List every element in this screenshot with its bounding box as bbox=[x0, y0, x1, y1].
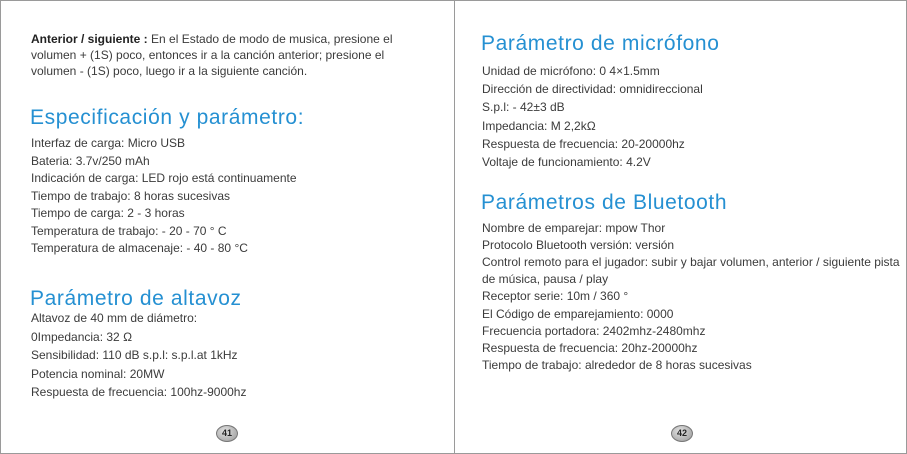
bt-item-remote-control: Control remoto para el jugador: subir y bajar volumen, anterior / siguiente pista de música, pausa / play bbox=[482, 254, 900, 287]
speaker-list bbox=[31, 309, 246, 402]
bluetooth-list bbox=[482, 220, 900, 375]
bt-item-carrier-frequency: Frecuencia portadora: 2402mhz-2480mhz bbox=[482, 323, 706, 338]
page-number-right: 42 bbox=[671, 425, 693, 442]
bt-item-working-time: Tiempo de trabajo: alrededor de 8 horas sucesivas bbox=[482, 358, 752, 373]
spec-item-battery: Bateria: 3.7v/250 mAh bbox=[31, 153, 150, 168]
spec-item-charging-interface: Interfaz de carga: Micro USB bbox=[31, 136, 186, 150]
mic-item-directivity: Dirección de directividad: omnidireccional bbox=[482, 82, 703, 97]
intro-label: Anterior / siguiente : bbox=[31, 32, 148, 46]
microphone-list bbox=[482, 62, 703, 171]
bt-item-receiver-range: Receptor serie: 10m / 360 ° bbox=[482, 289, 629, 304]
spec-item-working-temperature: Temperatura de trabajo: - 20 - 70 ° C bbox=[31, 223, 227, 238]
mic-item-spl: S.p.l: - 42±3 dB bbox=[482, 100, 565, 115]
speaker-item-impedance: 0Impedancia: 32 Ω bbox=[31, 329, 133, 344]
speaker-item-rated-power: Potencia nominal: 20MW bbox=[31, 366, 165, 381]
mic-item-frequency-response: Respuesta de frecuencia: 20-20000hz bbox=[482, 136, 685, 151]
page-divider bbox=[454, 1, 455, 453]
bt-item-frequency-response: Respuesta de frecuencia: 20hz-20000hz bbox=[482, 340, 698, 355]
spec-list bbox=[31, 135, 297, 258]
intro-paragraph bbox=[31, 31, 421, 79]
speaker-item-diameter: Altavoz de 40 mm de diámetro: bbox=[31, 311, 198, 325]
mic-item-impedance: Impedancia: M 2,2kΩ bbox=[482, 118, 596, 133]
bt-item-pairing-name: Nombre de emparejar: mpow Thor bbox=[482, 220, 666, 235]
bluetooth-heading: Parámetros de Bluetooth bbox=[481, 191, 728, 214]
microphone-heading: Parámetro de micrófono bbox=[481, 32, 720, 55]
spec-heading: Especificación y parámetro: bbox=[30, 106, 305, 129]
spec-item-storage-temperature: Temperatura de almacenaje: - 40 - 80 °C bbox=[31, 241, 248, 255]
spec-item-charging-indication: Indicación de carga: LED rojo está continuamente bbox=[31, 171, 297, 185]
intro-text: En el Estado de modo de musica, presione el volumen + (1S) poco, entonces ir a la canción anterior; presione el volumen - (1S) poco, luego ir a la siguiente canción. bbox=[31, 32, 393, 78]
speaker-item-sensitivity: Sensibilidad: 110 dB s.p.l: s.p.l.at 1kHz bbox=[31, 348, 238, 362]
speaker-heading: Parámetro de altavoz bbox=[30, 287, 242, 310]
spec-item-charging-time: Tiempo de carga: 2 - 3 horas bbox=[31, 206, 185, 220]
bt-item-pairing-code: El Código de emparejamiento: 0000 bbox=[482, 306, 674, 321]
speaker-item-frequency-response: Respuesta de frecuencia: 100hz-9000hz bbox=[31, 385, 247, 399]
bt-item-protocol-version: Protocolo Bluetooth versión: versión bbox=[482, 237, 675, 252]
mic-item-operating-voltage: Voltaje de funcionamiento: 4.2V bbox=[482, 155, 651, 170]
mic-item-unit: Unidad de micrófono: 0 4×1.5mm bbox=[482, 64, 660, 78]
page-number-left: 41 bbox=[216, 425, 238, 442]
spec-item-working-time: Tiempo de trabajo: 8 horas sucesivas bbox=[31, 188, 230, 203]
